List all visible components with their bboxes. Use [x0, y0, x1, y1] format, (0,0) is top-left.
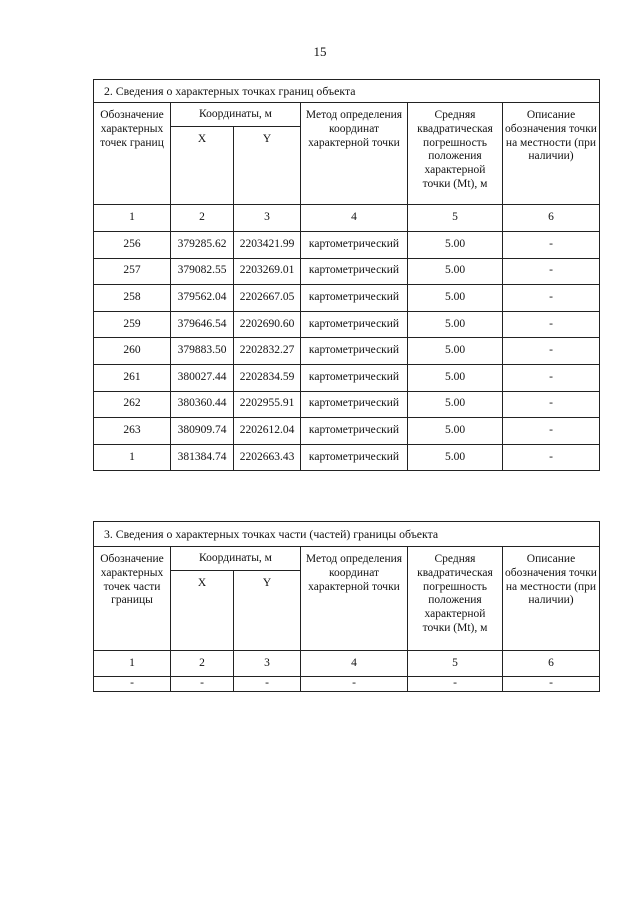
- table-cell: картометрический: [301, 338, 408, 365]
- header-x: X: [171, 571, 234, 651]
- table-cell: -: [94, 677, 171, 692]
- table-cell: -: [503, 444, 600, 471]
- table-cell: картометрический: [301, 311, 408, 338]
- table-cell: картометрический: [301, 418, 408, 445]
- table-cell: 5.00: [408, 285, 503, 312]
- table-cell: 2202690.60: [234, 311, 301, 338]
- table-cell: 380360.44: [171, 391, 234, 418]
- table-cell: 2202667.05: [234, 285, 301, 312]
- column-number: 3: [234, 205, 301, 232]
- table-row: [94, 285, 600, 312]
- table-cell: 5.00: [408, 338, 503, 365]
- table-cell: -: [171, 677, 234, 692]
- table-cell: 259: [94, 311, 171, 338]
- header-designation: Обозначение характерных точек границ: [94, 103, 171, 205]
- table-cell: 261: [94, 364, 171, 391]
- section-title: 2. Сведения о характерных точках границ объекта: [94, 80, 600, 103]
- table-cell: 5.00: [408, 311, 503, 338]
- table-cell: 379082.55: [171, 258, 234, 285]
- table-cell: 256: [94, 232, 171, 259]
- section-title: 3. Сведения о характерных точках части (частей) границы объекта: [94, 522, 600, 547]
- table-cell: -: [503, 338, 600, 365]
- table-cell: 379562.04: [171, 285, 234, 312]
- header-y: Y: [234, 571, 301, 651]
- column-number: 6: [503, 651, 600, 677]
- table-cell: 258: [94, 285, 171, 312]
- column-number: 5: [408, 651, 503, 677]
- table-cell: 5.00: [408, 444, 503, 471]
- table-cell: -: [503, 677, 600, 692]
- table-cell: 5.00: [408, 418, 503, 445]
- table-cell: 1: [94, 444, 171, 471]
- table-cell: -: [503, 418, 600, 445]
- table-cell: 379285.62: [171, 232, 234, 259]
- table-cell: -: [408, 677, 503, 692]
- part-boundary-points-table: [93, 521, 600, 692]
- header-designation: Обозначение характерных точек части границы: [94, 547, 171, 651]
- table-row: [94, 364, 600, 391]
- table-cell: -: [503, 258, 600, 285]
- table-cell: картометрический: [301, 364, 408, 391]
- table-cell: 262: [94, 391, 171, 418]
- table-cell: 380027.44: [171, 364, 234, 391]
- table-cell: 5.00: [408, 258, 503, 285]
- table-cell: 2202832.27: [234, 338, 301, 365]
- table-row: [94, 444, 600, 471]
- table-cell: 257: [94, 258, 171, 285]
- table-cell: -: [503, 285, 600, 312]
- column-numbers-row: [94, 651, 600, 677]
- column-number: 4: [301, 651, 408, 677]
- column-number: 2: [171, 651, 234, 677]
- header-description: Описание обозначения точки на местности (при наличии): [503, 547, 600, 651]
- table-cell: -: [503, 391, 600, 418]
- header-accuracy: Средняя квадратическая погрешность положения характерной точки (Mt), м: [408, 547, 503, 651]
- table-cell: картометрический: [301, 285, 408, 312]
- table-cell: картометрический: [301, 232, 408, 259]
- table-cell: 5.00: [408, 364, 503, 391]
- table-cell: картометрический: [301, 444, 408, 471]
- header-coordinates: Координаты, м: [171, 547, 301, 571]
- table-cell: -: [503, 311, 600, 338]
- column-number: 2: [171, 205, 234, 232]
- table-cell: 2202834.59: [234, 364, 301, 391]
- table-cell: 260: [94, 338, 171, 365]
- table-cell: 2202955.91: [234, 391, 301, 418]
- table-cell: 381384.74: [171, 444, 234, 471]
- table-cell: -: [503, 232, 600, 259]
- column-number: 1: [94, 651, 171, 677]
- boundary-points-table: [93, 79, 600, 471]
- table-row: [94, 418, 600, 445]
- table-row: [94, 677, 600, 692]
- table-cell: 2203269.01: [234, 258, 301, 285]
- table-cell: картометрический: [301, 391, 408, 418]
- column-numbers-row: [94, 205, 600, 232]
- table-cell: 5.00: [408, 232, 503, 259]
- column-number: 6: [503, 205, 600, 232]
- column-number: 1: [94, 205, 171, 232]
- table-cell: 2202612.04: [234, 418, 301, 445]
- table-row: [94, 311, 600, 338]
- table-cell: -: [301, 677, 408, 692]
- table-cell: 2202663.43: [234, 444, 301, 471]
- table-cell: 2203421.99: [234, 232, 301, 259]
- header-method: Метод определения координат характерной точки: [301, 547, 408, 651]
- header-x: X: [171, 127, 234, 205]
- table-cell: 5.00: [408, 391, 503, 418]
- table-cell: 263: [94, 418, 171, 445]
- table-cell: 379646.54: [171, 311, 234, 338]
- header-description: Описание обозначения точки на местности (при наличии): [503, 103, 600, 205]
- column-number: 5: [408, 205, 503, 232]
- header-accuracy: Средняя квадратическая погрешность положения характерной точки (Mt), м: [408, 103, 503, 205]
- header-y: Y: [234, 127, 301, 205]
- table-row: [94, 258, 600, 285]
- header-method: Метод определения координат характерной точки: [301, 103, 408, 205]
- table-row: [94, 338, 600, 365]
- table-cell: 380909.74: [171, 418, 234, 445]
- table-row: [94, 232, 600, 259]
- page-number: 15: [313, 44, 327, 59]
- table-cell: -: [503, 364, 600, 391]
- table-cell: картометрический: [301, 258, 408, 285]
- column-number: 3: [234, 651, 301, 677]
- table-cell: 379883.50: [171, 338, 234, 365]
- table-row: [94, 391, 600, 418]
- column-number: 4: [301, 205, 408, 232]
- header-coordinates: Координаты, м: [171, 103, 301, 127]
- table-cell: -: [234, 677, 301, 692]
